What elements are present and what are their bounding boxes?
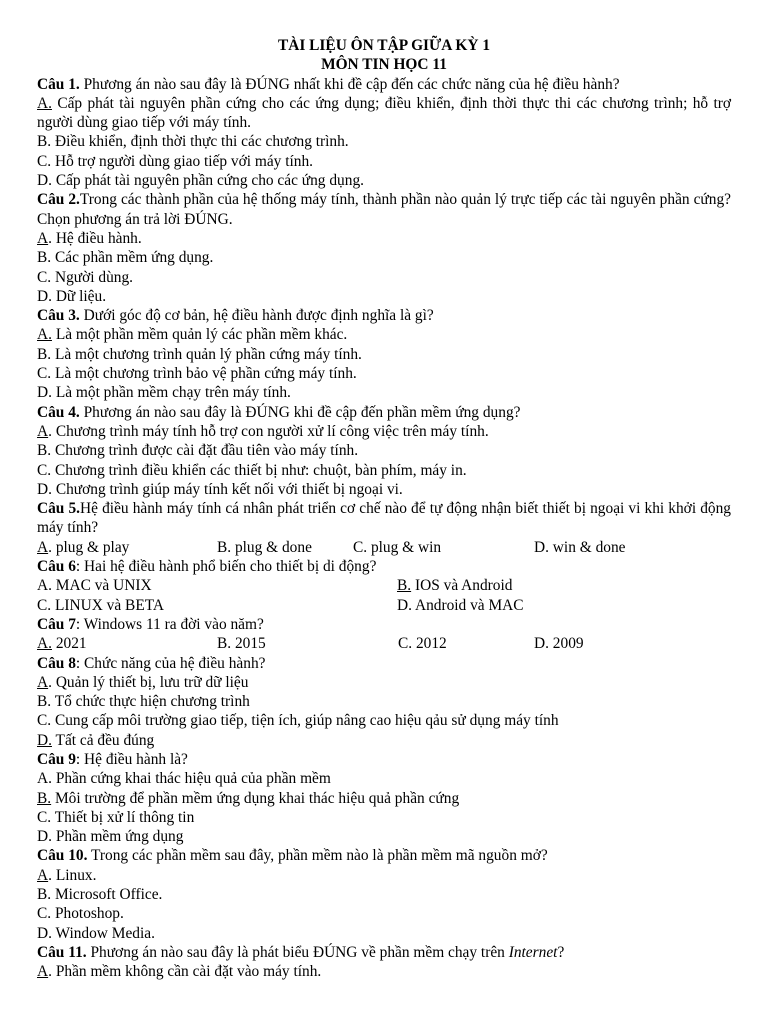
- option-letter: D.: [37, 384, 52, 402]
- answer-option: [37, 441, 731, 460]
- option-letter: D.: [37, 480, 52, 498]
- question-number: Câu 3.: [37, 307, 80, 325]
- question-number: Câu 6: [37, 558, 76, 576]
- option-text: Là một chương trình quản lý phần cứng máy tính.: [51, 345, 362, 363]
- question-number: Câu 1.: [37, 75, 80, 93]
- option-letter: C.: [37, 268, 52, 286]
- answer-option: [37, 924, 731, 943]
- option-letter: C.: [37, 152, 52, 170]
- option-text: Các phần mềm ứng dụng.: [51, 249, 214, 267]
- option-text: Tất cả đều đúng: [51, 731, 155, 749]
- answer-option: [37, 287, 731, 306]
- answer-option: [37, 885, 731, 904]
- option-letter: B.: [37, 249, 52, 267]
- answer-option: A. MAC và UNIX: [37, 577, 152, 595]
- answer-option: [37, 461, 731, 480]
- option-text: Chương trình được cài đặt đầu tiên vào máy tính.: [51, 442, 359, 460]
- option-letter: B.: [37, 442, 52, 460]
- option-text: Cấp phát tài nguyên phần cứng cho các ứng dụng.: [51, 172, 364, 190]
- answer-option: [37, 171, 731, 190]
- question-4: [37, 403, 731, 422]
- answer-option: [37, 132, 731, 151]
- option-text: Điều khiển, định thời thực thi các chương trình.: [51, 133, 349, 151]
- question-6: [37, 557, 731, 576]
- option-letter: A: [37, 422, 49, 440]
- option-letter: A: [37, 963, 49, 981]
- question-8: [37, 654, 731, 673]
- question-text: Hệ điều hành máy tính cá nhân phát triển cơ chế nào để tự động nhận biết thiết bị ngoại vi khi khởi động máy tính?: [37, 500, 731, 537]
- option-text: Tổ chức thực hiện chương trình: [51, 693, 250, 711]
- option-text: Photoshop.: [51, 905, 124, 923]
- option-text: Cấp phát tài nguyên phần cứng cho các ứng dụng; điều khiển, định thời thực thi các chương trình; hỗ trợ người dùng giao tiếp với máy tính.: [37, 94, 731, 132]
- option-text: Cung cấp môi trường giao tiếp, tiện ích, giúp nâng cao hiệu qảu sử dụng máy tính: [51, 712, 559, 730]
- question-3: [37, 306, 731, 325]
- question-9: [37, 750, 731, 769]
- option-text: Microsoft Office.: [51, 886, 163, 904]
- answer-option: [397, 576, 512, 595]
- option-text: Hỗ trợ người dùng giao tiếp với máy tính.: [51, 152, 314, 170]
- option-text: Dữ liệu.: [51, 287, 107, 305]
- answer-row: [37, 634, 731, 653]
- option-letter: D.: [37, 287, 52, 305]
- option-text: IOS và Android: [411, 577, 513, 595]
- option-text: . Chương trình máy tính hỗ trợ con người xử lí công việc trên máy tính.: [48, 422, 489, 440]
- option-letter: A: [37, 866, 49, 884]
- question-11: [37, 943, 731, 962]
- question-text: : Chức năng của hệ điều hành?: [75, 654, 266, 672]
- option-text: Người dùng.: [51, 268, 134, 286]
- question-10: [37, 846, 731, 865]
- option-letter: D.: [37, 924, 52, 942]
- option-text: . Hệ điều hành.: [48, 229, 142, 247]
- answer-row: [37, 538, 731, 557]
- question-number: Câu 2.: [37, 191, 80, 209]
- option-letter: C.: [37, 808, 52, 826]
- document-subtitle: MÔN TIN HỌC 11: [321, 56, 447, 74]
- answer-option: [37, 692, 731, 711]
- option-text: . Quản lý thiết bị, lưu trữ dữ liệu: [48, 673, 249, 691]
- option-letter: C.: [37, 365, 52, 383]
- document-title: TÀI LIỆU ÔN TẬP GIỮA KỲ 1: [277, 37, 491, 54]
- answer-option: [37, 152, 731, 171]
- answer-option: [37, 345, 731, 364]
- question-text: Dưới góc độ cơ bản, hệ điều hành được định nghĩa là gì?: [79, 307, 434, 325]
- option-text: . plug & play: [48, 538, 130, 556]
- option-letter: C.: [37, 461, 52, 479]
- option-letter: A: [37, 673, 49, 691]
- option-letter: B.: [37, 886, 52, 904]
- answer-row: [37, 596, 731, 615]
- answer-option: D. Android và MAC: [397, 596, 524, 614]
- option-letter: D.: [37, 172, 52, 190]
- answer-option: [37, 962, 731, 981]
- option-text: Phần cứng khai thác hiệu quả của phần mềm: [51, 770, 331, 788]
- question-text: : Windows 11 ra đời vào năm?: [75, 615, 264, 633]
- question-text: Phương án nào sau đây là ĐÚNG khi đề cập đến phần mềm ứng dụng?: [79, 403, 521, 421]
- option-letter: B.: [397, 577, 412, 595]
- question-text-italic: Internet: [508, 943, 558, 961]
- answer-option: [37, 904, 731, 923]
- option-text: Là một chương trình bảo vệ phần cứng máy tính.: [51, 365, 357, 383]
- option-letter: D.: [37, 828, 52, 846]
- answer-option: C. 2012: [398, 635, 447, 653]
- option-letter: B.: [37, 133, 52, 151]
- answer-option: [37, 789, 731, 808]
- option-letter: B.: [37, 693, 52, 711]
- answer-option: [37, 229, 731, 248]
- option-text: Thiết bị xử lí thông tin: [51, 808, 195, 826]
- option-letter: A.: [37, 94, 52, 112]
- question-text: Phương án nào sau đây là ĐÚNG nhất khi đề cập đến các chức năng của hệ điều hành?: [79, 75, 620, 93]
- answer-option: [37, 248, 731, 267]
- question-number: Câu 9: [37, 750, 76, 768]
- question-text: Trong các thành phần của hệ thống máy tính, thành phần nào quản lý trực tiếp các tài nguyên phần cứng? Chọn phương án trả lời ĐÚNG.: [37, 191, 731, 228]
- option-text: Window Media.: [51, 924, 155, 942]
- answer-option: [37, 673, 731, 692]
- question-number: Câu 11.: [37, 943, 87, 961]
- option-text: . Phần mềm không cần cài đặt vào máy tính.: [48, 963, 322, 981]
- option-text: 2021: [51, 635, 87, 653]
- option-text: Chương trình giúp máy tính kết nối với thiết bị ngoại vi.: [51, 480, 403, 498]
- answer-option: [37, 268, 731, 287]
- answer-option: B. plug & done: [217, 538, 312, 556]
- question-number: Câu 7: [37, 615, 76, 633]
- answer-option: [37, 383, 731, 402]
- answer-option: [37, 480, 731, 499]
- option-letter: B.: [37, 345, 52, 363]
- answer-option: [37, 827, 731, 846]
- option-text: Là một phần mềm quản lý các phần mềm khác.: [51, 326, 348, 344]
- option-letter: C.: [37, 905, 52, 923]
- answer-option: [37, 634, 217, 653]
- option-letter: C.: [37, 712, 52, 730]
- question-text: Phương án nào sau đây là phát biểu ĐÚNG về phần mềm chạy trên: [86, 943, 509, 961]
- answer-option: [37, 364, 731, 383]
- answer-option: D. 2009: [534, 635, 584, 653]
- answer-option: [37, 731, 731, 750]
- question-number: Câu 10.: [37, 847, 88, 865]
- question-number: Câu 5.: [37, 500, 81, 518]
- answer-option: [37, 711, 731, 730]
- answer-row: [37, 576, 731, 595]
- question-2: [37, 190, 731, 229]
- option-letter: A.: [37, 770, 52, 788]
- option-text: Chương trình điều khiển các thiết bị như: chuột, bàn phím, máy in.: [51, 461, 467, 479]
- question-text-end: ?: [557, 943, 565, 961]
- option-text: . Linux.: [48, 866, 97, 884]
- question-text: : Hệ điều hành là?: [75, 750, 188, 768]
- answer-option: [37, 769, 731, 788]
- question-text: Trong các phần mềm sau đây, phần mềm nào là phần mềm mã nguồn mở?: [87, 847, 548, 865]
- answer-option: [37, 808, 731, 827]
- answer-option: D. win & done: [534, 538, 626, 556]
- answer-option: [37, 538, 217, 557]
- answer-option: [37, 422, 731, 441]
- answer-option: [37, 94, 731, 133]
- option-text: Môi trường để phần mềm ứng dụng khai thác hiệu quả phần cứng: [51, 789, 460, 807]
- answer-option: B. 2015: [217, 635, 266, 653]
- question-5: [37, 499, 731, 538]
- option-text: Là một phần mềm chạy trên máy tính.: [51, 384, 291, 402]
- answer-option: C. plug & win: [353, 538, 442, 556]
- answer-option: C. LINUX và BETA: [37, 596, 165, 614]
- option-letter: A.: [37, 326, 52, 344]
- question-number: Câu 4.: [37, 403, 80, 421]
- answer-option: [37, 325, 731, 344]
- option-letter: A: [37, 538, 49, 556]
- answer-option: [37, 866, 731, 885]
- question-number: Câu 8: [37, 654, 76, 672]
- question-text: : Hai hệ điều hành phổ biến cho thiết bị di động?: [75, 558, 377, 576]
- option-text: Phần mềm ứng dụng: [51, 828, 184, 846]
- option-letter: D.: [37, 731, 52, 749]
- question-1: [37, 75, 731, 94]
- option-letter: B.: [37, 789, 52, 807]
- option-letter: A: [37, 229, 49, 247]
- question-7: [37, 615, 731, 634]
- option-letter: A.: [37, 635, 52, 653]
